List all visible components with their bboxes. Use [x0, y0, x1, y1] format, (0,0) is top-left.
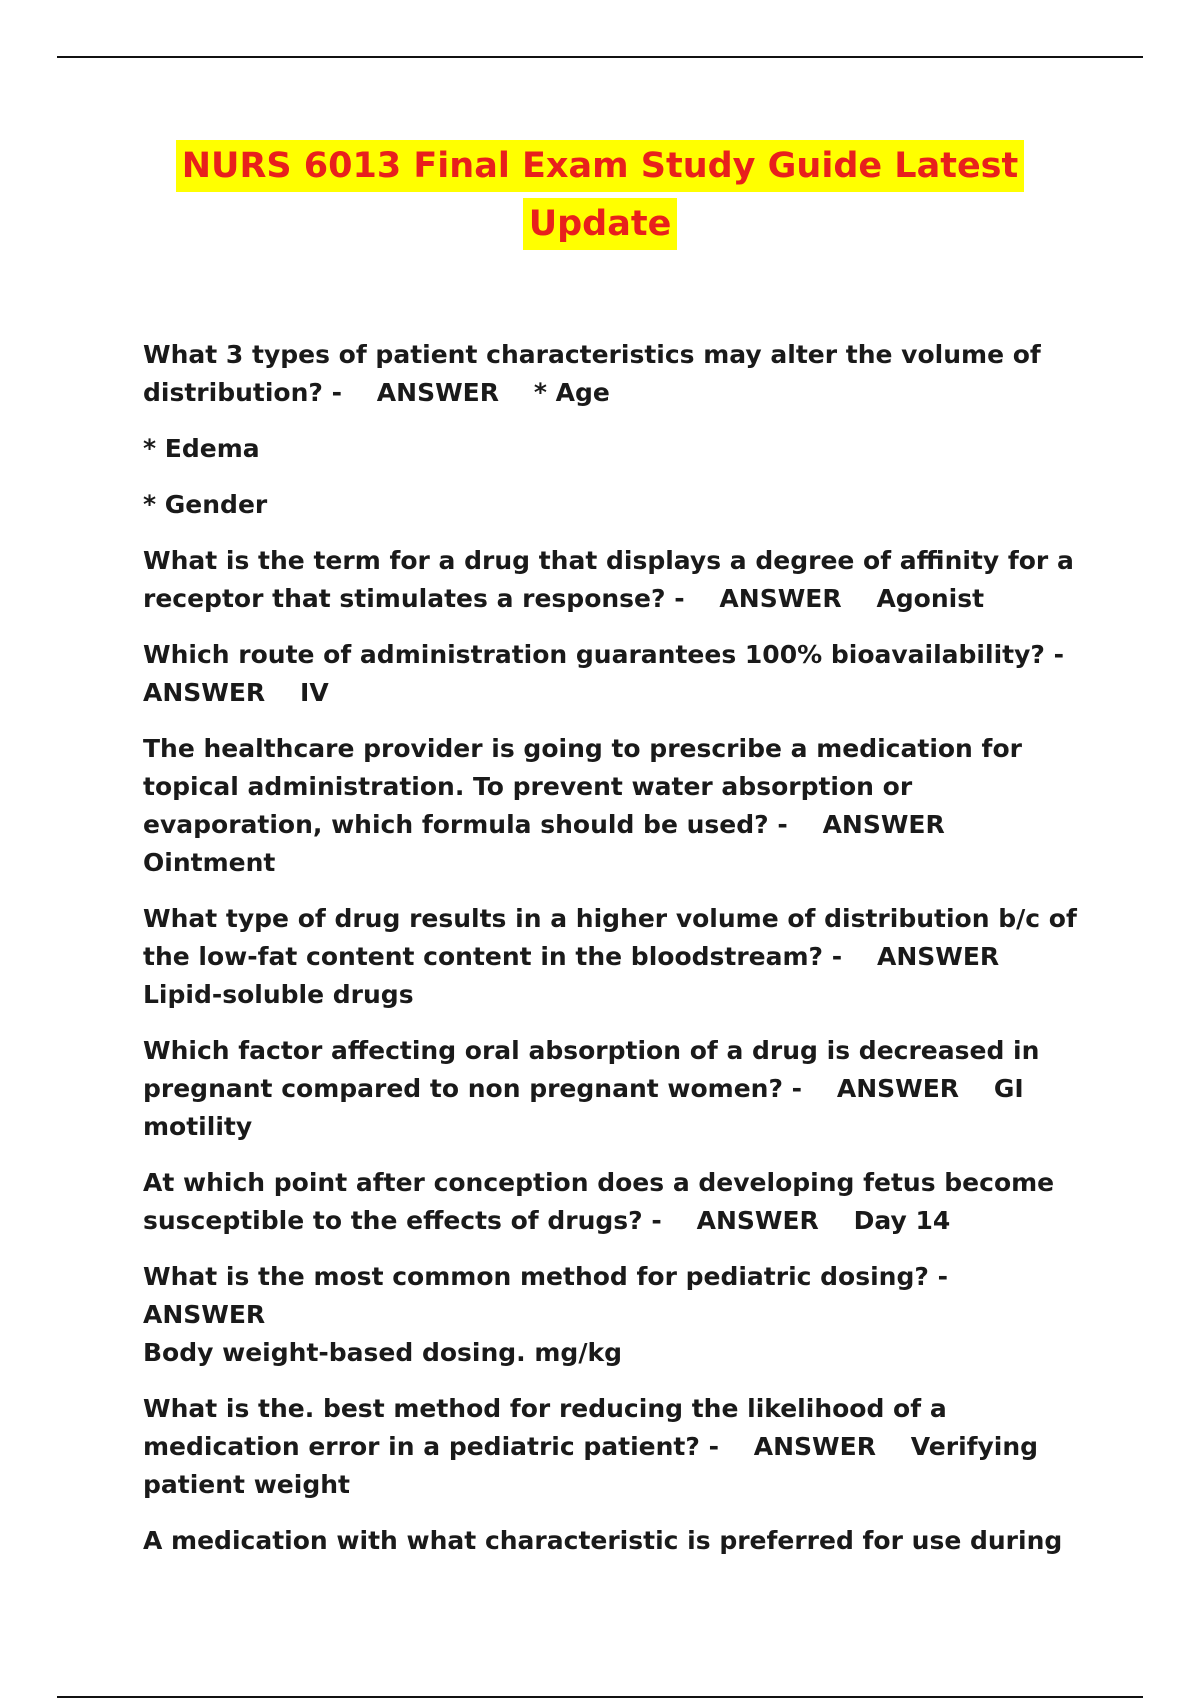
answer-text: * Edema	[143, 434, 260, 463]
document-title	[0, 140, 1200, 256]
header-rule	[57, 56, 1143, 58]
qa-item	[143, 430, 1093, 468]
question-text: Which route of administration guarantees 100% bioavailability? -	[143, 640, 1064, 669]
question-text: What type of drug results in a higher volume of distribution b/c of the low-fat content content in the bloodstream? -	[143, 904, 1077, 971]
qa-item	[143, 730, 1093, 882]
qa-item	[143, 1258, 1093, 1372]
answer-label: ANSWER	[143, 1300, 266, 1329]
answer-label: ANSWER	[753, 1432, 876, 1461]
answer-label: ANSWER	[376, 378, 499, 407]
answer-text: GI motility	[143, 1074, 1024, 1141]
answer-label: ANSWER	[836, 1074, 960, 1103]
answer-text: IV	[300, 678, 329, 707]
qa-item	[143, 1164, 1093, 1240]
answer-label: ANSWER	[696, 1206, 819, 1235]
title-line-2: Update	[523, 198, 678, 250]
answer-label: ANSWER	[822, 810, 945, 839]
qa-item	[143, 486, 1093, 524]
answer-text: Agonist	[876, 584, 985, 613]
question-text: What 3 types of patient characteristics may alter the volume of distribution? -	[143, 340, 1041, 407]
footer-rule	[57, 1696, 1143, 1698]
answer-text: Lipid-soluble drugs	[143, 980, 414, 1009]
question-text: The healthcare provider is going to prescribe a medication for topical administration. To prevent water absorption or evaporation, which formula should be used? -	[143, 734, 1022, 839]
title-line-1: NURS 6013 Final Exam Study Guide Latest	[176, 140, 1025, 192]
question-text: What is the term for a drug that displays a degree of affinity for a receptor that stimulates a response? -	[143, 546, 1074, 613]
answer-text: * Gender	[143, 490, 268, 519]
answer-label: ANSWER	[143, 678, 266, 707]
answer-label: ANSWER	[876, 942, 1000, 971]
question-text: Which factor affecting oral absorption of a drug is decreased in pregnant compared to non pregnant women? -	[143, 1036, 1040, 1103]
qa-item	[143, 1390, 1093, 1504]
answer-text: Day 14	[853, 1206, 951, 1235]
qa-item	[143, 900, 1093, 1014]
question-text: What is the most common method for pediatric dosing? -	[143, 1262, 948, 1291]
answer-text: Ointment	[143, 848, 276, 877]
qa-item	[143, 1522, 1093, 1560]
question-text: A medication with what characteristic is preferred for use during	[143, 1526, 1063, 1555]
qa-item	[143, 1032, 1093, 1146]
answer-text: Body weight-based dosing. mg/kg	[143, 1338, 622, 1367]
question-text: What is the. best method for reducing the likelihood of a medication error in a pediatric patient? -	[143, 1394, 947, 1461]
answer-text: Verifying patient weight	[143, 1432, 1039, 1499]
answer-text: * Age	[533, 378, 610, 407]
question-text: At which point after conception does a developing fetus become susceptible to the effects of drugs? -	[143, 1168, 1055, 1235]
qa-item	[143, 636, 1093, 712]
qa-item	[143, 336, 1093, 412]
qa-list	[143, 336, 1093, 1578]
qa-item	[143, 542, 1093, 618]
answer-label: ANSWER	[719, 584, 842, 613]
